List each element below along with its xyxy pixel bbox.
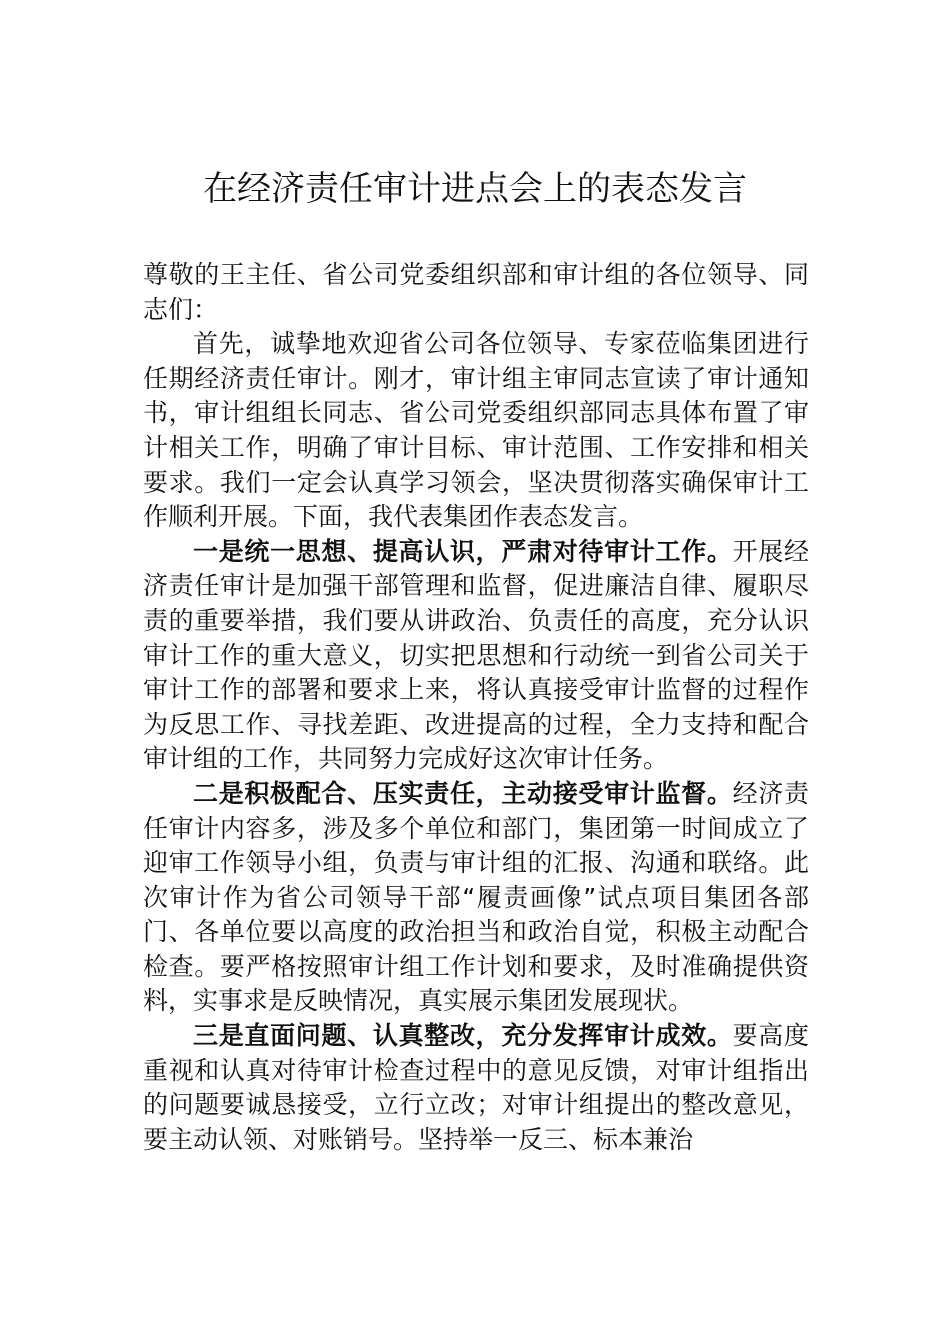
paragraph-point-two [143,777,809,1019]
paragraph-text: 经济责任审计内容多，涉及多个单位和部门，集团第一时间成立了迎审工作领导小组，负责与审计组的汇报、沟通和联络。此次审计作为省公司领导干部“履责画像”试点项目集团各部门、各单位要以高度的政治担当和政治自觉，积极主动配合检查。要严格按照审计组工作计划和要求，及时准确提供资料，实事求是反映情况，真实展示集团发展现状。 [143,778,809,1016]
paragraph-text: 首先，诚挚地欢迎省公司各位领导、专家莅临集团进行任期经济责任审计。刚才，审计组主审同志宣读了审计通知书，审计组组长同志、省公司党委组织部同志具体布置了审计相关工作，明确了审计目标、审计范围、工作安排和相关要求。我们一定会认真学习领会，坚决贯彻落实确保审计工作顺利开展。下面，我代表集团作表态发言。 [143,329,809,532]
paragraph-point-one [143,535,809,777]
salutation: 尊敬的王主任、省公司党委组织部和审计组的各位领导、同志们： [143,260,809,324]
paragraph-point-three [143,1019,809,1157]
paragraph-lead: 三是直面问题、认真整改，充分发挥审计成效。 [193,1021,733,1051]
paragraph-lead: 一是统一思想、提高认识，严肃对待审计工作。 [193,536,733,566]
paragraph-text: 开展经济责任审计是加强干部管理和监督，促进廉洁自律、履职尽责的重要举措，我们要从讲政治、负责任的高度，充分认识审计工作的重大意义，切实把思想和行动统一到省公司关于审计工作的部署和要求上来，将认真接受审计监督的过程作为反思工作、寻找差距、改进提高的过程，全力支持和配合审计组的工作，共同努力完成好这次审计任务。 [143,536,809,774]
document-body [143,258,809,1157]
paragraph-text: 要高度重视和认真对待审计检查过程中的意见反馈，对审计组指出的问题要诚恳接受，立行立改；对审计组提出的整改意见，要主动认领、对账销号。坚持举一反三、标本兼治 [143,1021,809,1154]
paragraph-lead: 二是积极配合、压实责任，主动接受审计监督。 [193,778,733,808]
document-title: 在经济责任审计进点会上的表态发言 [203,169,747,209]
paragraph-intro [143,327,809,535]
